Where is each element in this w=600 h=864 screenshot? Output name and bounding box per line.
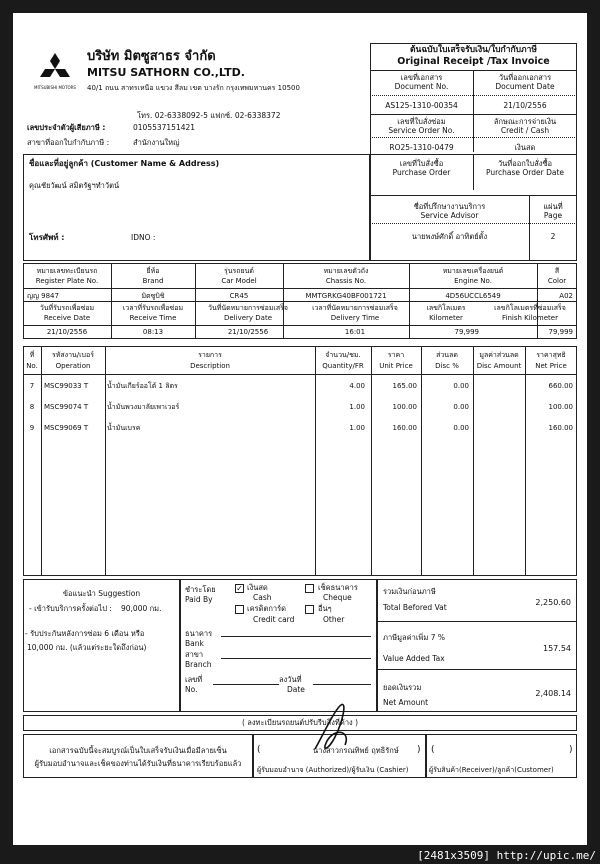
- service-order-label: Service Order No.: [388, 126, 455, 135]
- paren-close: ): [417, 745, 421, 755]
- receive-header-thai: เลขกิโลเมตร: [426, 304, 466, 312]
- vehicle-value: A02: [559, 292, 573, 300]
- paid-by-label: Paid By: [185, 595, 213, 604]
- tax-invoice-document: [13, 13, 587, 845]
- document-date: 21/10/2556: [503, 101, 547, 110]
- item-unit-price: 160.00: [392, 424, 417, 432]
- vehicle-header: Brand: [142, 277, 164, 285]
- vehicle-header: Chassis No.: [325, 277, 367, 285]
- warranty-line: - รับประกันหลังการซ่อม 6 เดือน หรือ: [25, 629, 145, 638]
- credit-card-label-thai: เครดิตการ์ด: [247, 604, 287, 613]
- purchase-order-label: Purchase Order: [392, 168, 451, 177]
- item-header-thai: รหัสงาน/เบอร์: [52, 351, 94, 359]
- item-discount-percent: 0.00: [453, 403, 469, 411]
- vehicle-header-thai: สี: [554, 267, 560, 275]
- receive-header: Delivery Date: [223, 314, 272, 322]
- watermark-text: [2481x3509] http://upic.me/: [417, 849, 596, 862]
- cheque-checkbox[interactable]: [305, 584, 314, 593]
- other-checkbox[interactable]: [305, 605, 314, 614]
- receive-header-thai: เวลาที่รับรถเพื่อซ่อม: [122, 304, 184, 312]
- idno-label: IDNO :: [131, 233, 156, 242]
- vat-amount: 157.54: [543, 644, 571, 653]
- receive-header: Receive Time: [129, 314, 177, 322]
- cheque-date-label: Date: [287, 685, 305, 694]
- vehicle-header-thai: รุ่นรถยนต์: [224, 267, 254, 275]
- total-before-vat: 2,250.60: [535, 598, 571, 607]
- branch-field-label: Branch: [185, 660, 212, 669]
- doc-date-label-thai: วันที่ออกเอกสาร: [498, 73, 552, 82]
- vehicle-header-thai: หมายเลขทะเบียนรถ: [36, 267, 98, 275]
- doc-no-label-thai: เลขที่เอกสาร: [400, 73, 443, 82]
- phone-label: โทรศัพท์ :: [29, 233, 65, 242]
- item-header: Disc Amount: [476, 362, 522, 370]
- item-no: 9: [29, 424, 35, 432]
- receive-value: 08:13: [142, 328, 164, 336]
- credit-card-label: Credit card: [253, 615, 295, 624]
- vehicle-header: Register Plate No.: [35, 277, 99, 285]
- paren-open: (: [257, 745, 261, 755]
- item-header-thai: ที่: [29, 351, 35, 359]
- item-header: Quantity/FR: [322, 362, 364, 370]
- next-service-km: 90,000 กม.: [121, 604, 162, 613]
- item-quantity: 1.00: [349, 403, 365, 411]
- doc-date-label: Document Date: [495, 82, 555, 91]
- purchase-order-label-thai: เลขที่ใบสั่งซื้อ: [399, 159, 444, 168]
- bank-label: Bank: [185, 639, 204, 648]
- item-description: น้ำมันพวงมาลัยเพาเวอร์: [107, 403, 180, 411]
- item-header: Disc %: [435, 362, 459, 370]
- receive-header-thai: วันที่รับรถเพื่อซ่อม: [39, 304, 95, 312]
- terms-line-1: เอกสารฉบับนี้จะสมบูรณ์เป็นใบเสร็จรับเงินเมื่อมีลายเซ็น: [49, 746, 227, 755]
- cheque-date-field[interactable]: [313, 684, 371, 685]
- receive-header: Finish Kilometer: [502, 314, 558, 322]
- vehicle-header-thai: ยี่ห้อ: [146, 267, 160, 275]
- next-service-label: - เข้ารับบริการครั้งต่อไป :: [29, 604, 112, 613]
- vehicle-value: MMTGRKG40BF001721: [305, 292, 387, 300]
- page-label-thai: แผ่นที่: [543, 202, 563, 211]
- bank-field[interactable]: [221, 636, 371, 637]
- vehicle-value: มิตซูบิชิ: [141, 292, 165, 300]
- branch-label: สาขาที่ออกใบกำกับภาษี :: [27, 138, 110, 147]
- cash-checkbox[interactable]: [235, 584, 244, 593]
- vehicle-header: Color: [547, 277, 567, 285]
- branch-value: สำนักงานใหญ่: [133, 138, 180, 147]
- cheque-no-field[interactable]: [213, 684, 279, 685]
- page-label: Page: [543, 211, 563, 220]
- company-name-thai: บริษัท มิตซูสาธร จำกัด: [87, 49, 216, 64]
- cheque-no-label-thai: เลขที่: [185, 675, 203, 684]
- cheque-date-label-thai: ลงวันที่: [279, 675, 302, 684]
- item-quantity: 1.00: [349, 424, 365, 432]
- branch-field[interactable]: [221, 658, 371, 659]
- suggestion-title: ข้อแนะนำ Suggestion: [62, 589, 141, 598]
- item-header: Operation: [55, 362, 91, 370]
- other-label-thai: อื่นๆ: [318, 604, 332, 613]
- item-header-thai: ราคา: [387, 351, 405, 359]
- receive-header-thai: เวลาที่นัดหมายการซ่อมเสร็จ: [312, 304, 398, 312]
- vehicle-value: CR45: [229, 292, 249, 300]
- vehicle-header-thai: หมายเลขเครื่องยนต์: [442, 267, 504, 275]
- registration-note: ( ลงทะเบียนรถยนต์ปรับรีบสิ่งที่ค้าง ): [241, 718, 359, 727]
- receive-value: 16:01: [344, 328, 366, 336]
- vehicle-header-thai: หมายเลขตัวถัง: [323, 267, 369, 275]
- customer-label: ชื่อและที่อยู่ลูกค้า (Customer Name & Address): [29, 159, 220, 168]
- receiver-signature-label: ผู้รับสินค้า(Receiver)/ลูกค้า(Customer): [429, 766, 554, 774]
- warranty-condition: 10,000 กม. (แล้วแต่ระยะใดถึงก่อน): [27, 643, 147, 652]
- item-unit-price: 100.00: [392, 403, 417, 411]
- service-advisor-name: นายพงษ์ศักดิ์ อาทิตย์ตั้ง: [411, 232, 488, 241]
- column-divider: [105, 346, 106, 576]
- item-unit-price: 165.00: [392, 382, 417, 390]
- cheque-label: Cheque: [323, 593, 352, 602]
- column-divider: [41, 346, 42, 576]
- payment-type-label-thai: ลักษณะการจ่ายเงิน: [493, 117, 557, 126]
- doc-no-label: Document No.: [394, 82, 449, 91]
- item-net-price: 660.00: [548, 382, 573, 390]
- credit-card-checkbox[interactable]: [235, 605, 244, 614]
- purchase-order-date-label-thai: วันที่ออกใบสั่งซื้อ: [497, 159, 553, 168]
- service-order-number: RO25-1310-0479: [389, 143, 454, 152]
- column-divider: [473, 346, 474, 576]
- tax-id-label: เลขประจำตัวผู้เสียภาษี :: [27, 123, 106, 132]
- item-header: Description: [190, 362, 230, 370]
- item-description: น้ำมันเบรค: [107, 424, 141, 432]
- check-mark-icon: ✓: [236, 584, 243, 593]
- receive-header: Delivery Time: [330, 314, 380, 322]
- service-advisor-label: Service Advisor: [420, 211, 479, 220]
- row-divider: [23, 301, 577, 302]
- paren-open: (: [431, 745, 435, 755]
- row-divider: [23, 325, 577, 326]
- branch-field-label-thai: สาขา: [185, 650, 204, 659]
- item-code: MSC99033 T: [44, 382, 89, 390]
- vat-label-thai: ภาษีมูลค่าเพิ่ม 7 %: [383, 633, 445, 642]
- item-quantity: 4.00: [349, 382, 365, 390]
- company-address: 40/1 ถนน สาทรเหนือ แขวง สีลม เขต บางรัก กรุงเทพมหานคร 10500: [87, 84, 300, 92]
- mitsubishi-diamonds-icon: [37, 53, 73, 85]
- item-header-thai: ราคาสุทธิ: [536, 351, 566, 359]
- item-discount-percent: 0.00: [453, 424, 469, 432]
- item-no: 8: [29, 403, 35, 411]
- item-net-price: 160.00: [548, 424, 573, 432]
- cashier-name: นางสาวกรณทิพย์ ฤทธิรักษ์: [313, 746, 399, 755]
- cash-label-thai: เงินสด: [247, 583, 268, 592]
- vat-label: Value Added Tax: [383, 654, 445, 663]
- tax-id-value: 0105537151421: [133, 123, 196, 132]
- item-header-thai: จำนวน/ชม.: [325, 351, 361, 359]
- document-number: AS125-1310-00354: [385, 101, 458, 110]
- doc-title-english: Original Receipt /Tax Invoice: [397, 56, 550, 67]
- item-discount-percent: 0.00: [453, 382, 469, 390]
- service-advisor-label-thai: ชื่อที่ปรึกษางานบริการ: [413, 202, 486, 211]
- item-header-thai: มูลค่าส่วนลด: [479, 351, 519, 359]
- receive-value: 21/10/2556: [46, 328, 88, 336]
- row-divider: [23, 288, 577, 289]
- total-before-vat-label: Total Befored Vat: [383, 603, 447, 612]
- terms-box: [23, 734, 253, 778]
- cheque-label-thai: เช็คธนาคาร: [318, 583, 358, 592]
- vehicle-value: 4D56UCCL6549: [445, 292, 501, 300]
- receive-header-thai: เลขกิโลเมตรที่ซ่อมเสร็จ: [494, 304, 566, 312]
- paren-close: ): [569, 745, 573, 755]
- bank-label-thai: ธนาคาร: [185, 629, 213, 638]
- item-code: MSC99074 T: [44, 403, 89, 411]
- payment-type-value: เงินสด: [514, 143, 536, 152]
- item-header-thai: รายการ: [198, 351, 222, 359]
- receive-header-thai: วันที่นัดหมายการซ่อมเสร็จ: [208, 304, 288, 312]
- item-header-thai: ส่วนลด: [436, 351, 458, 359]
- company-name-english: MITSU SATHORN CO.,LTD.: [87, 66, 245, 79]
- item-net-price: 100.00: [548, 403, 573, 411]
- cheque-no-label: No.: [185, 685, 198, 694]
- company-phone: โทร. 02-6338092-5 แฟกซ์. 02-6338372: [137, 111, 281, 120]
- payment-type-label: Credit / Cash: [500, 126, 550, 135]
- item-header: Net Price: [535, 362, 567, 370]
- purchase-order-date-label: Purchase Order Date: [485, 168, 565, 177]
- receive-value: 79,999: [454, 328, 479, 336]
- item-header: No.: [26, 362, 38, 370]
- vehicle-header: Engine No.: [454, 277, 492, 285]
- item-header: Unit Price: [379, 362, 413, 370]
- customer-box: [23, 154, 370, 261]
- cashier-signature-label: ผู้รับมอบอำนาจ (Authorized)/ผู้รับเงิน (Cashier): [257, 766, 409, 774]
- service-order-label-thai: เลขที่ใบสั่งซ่อม: [397, 117, 446, 126]
- vehicle-value: ญญ 9847: [27, 292, 59, 300]
- net-amount: 2,408.14: [535, 689, 571, 698]
- item-no: 7: [29, 382, 35, 390]
- receive-header: Receive Date: [43, 314, 91, 322]
- item-code: MSC99069 T: [44, 424, 89, 432]
- receive-value: 79,999: [548, 328, 573, 336]
- net-amount-label-thai: ยอดเงินรวม: [383, 683, 422, 692]
- net-amount-label: Net Amount: [383, 698, 429, 707]
- other-label: Other: [323, 615, 345, 624]
- company-logo: [34, 53, 76, 95]
- doc-title-thai: ต้นฉบับใบเสร็จรับเงิน/ใบกำกับภาษี: [409, 45, 537, 55]
- terms-line-2: ผู้รับมอบอำนาจและเช็คของท่านได้รับเงินที่ธนาคารเรียบร้อยแล้ว: [34, 759, 242, 768]
- paid-by-label-thai: ชำระโดย: [185, 585, 216, 594]
- page-number: 2: [550, 232, 556, 241]
- total-before-vat-label-thai: รวมเงินก่อนภาษี: [383, 587, 436, 596]
- item-description: น้ำมันเกียร์ออโต้ 1 ลิตร: [107, 382, 178, 390]
- customer-name: คุณชัยวัฒน์ สมิตรัฐฯทำวัตน์: [29, 181, 120, 190]
- receive-header: Kilometer: [429, 314, 463, 322]
- cash-label: Cash: [253, 593, 272, 602]
- vehicle-header: Car Model: [221, 277, 257, 285]
- receive-value: 21/10/2556: [227, 328, 269, 336]
- logo-text: MITSUBISHI MOTORS: [34, 85, 76, 90]
